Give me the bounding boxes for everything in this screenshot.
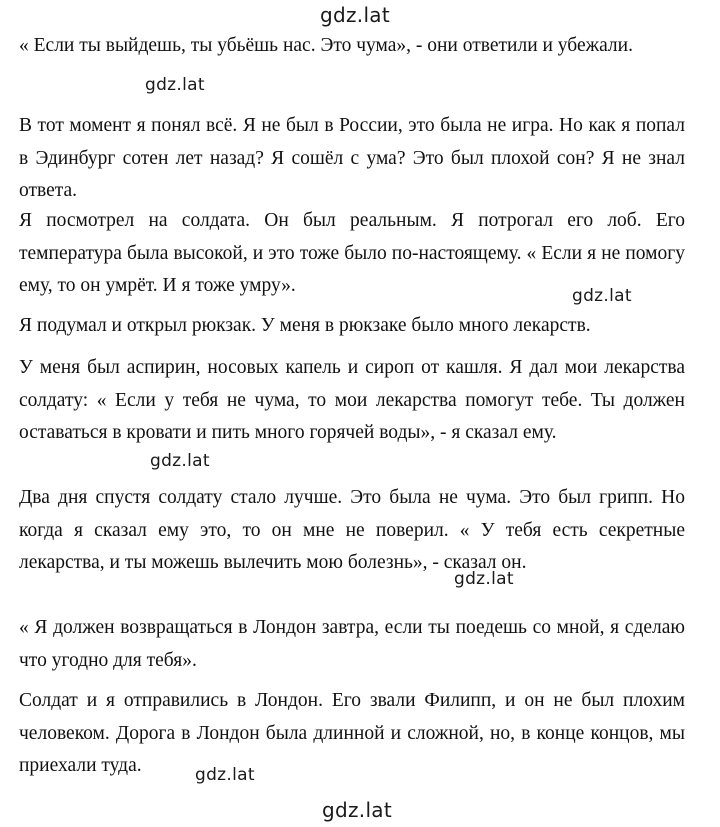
paragraph-7: « Я должен возвращаться в Лондон завтра, если ты поедешь со мной, я сделаю что угодно для тебя». xyxy=(19,617,685,671)
watermark-top: gdz.lat xyxy=(320,3,391,27)
paragraph-5: У меня был аспирин, носовых капель и сироп от кашля. Я дал мои лекарства солдату: « Если у тебя не чума, то мои лекарства помогут тебе. Ты должен оставаться в кровати и пить много горячей воды», - я сказал ему. xyxy=(19,357,685,443)
watermark: gdz.lat xyxy=(195,765,255,785)
watermark: gdz.lat xyxy=(145,75,205,95)
paragraph-6: Два дня спустя солдату стало лучше. Это была не чума. Это был грипп. Но когда я сказал ему это, то он мне не поверил. « У тебя есть секретные лекарства, и ты можешь вылечить мою болезнь», - сказал он. xyxy=(19,487,685,573)
watermark: gdz.lat xyxy=(572,286,632,306)
watermark: gdz.lat xyxy=(454,569,514,589)
paragraph-8: Солдат и я отправились в Лондон. Его звали Филипп, и он не был плохим человеком. Дорога в Лондон была длинной и сложной, но, в конце концов, мы приехали туда. xyxy=(19,690,685,776)
watermark-bottom: gdz.lat xyxy=(322,798,393,822)
watermark: gdz.lat xyxy=(150,451,210,471)
paragraph-4: Я подумал и открыл рюкзак. У меня в рюкзаке было много лекарств. xyxy=(19,315,591,336)
paragraph-2: В тот момент я понял всё. Я не был в России, это была не игра. Но как я попал в Эдинбург сотен лет назад? Я сошёл с ума? Это был плохой сон? Я не знал ответа. xyxy=(19,115,685,201)
paragraph-3: Я посмотрел на солдата. Он был реальным. Я потрогал его лоб. Его температура была высокой, и это тоже было по-настоящему. « Если я не помогу ему, то он умрёт. И я тоже умру». xyxy=(19,210,685,296)
paragraph-1: « Если ты выйдешь, ты убьёшь нас. Это чума», - они ответили и убежали. xyxy=(19,35,633,56)
